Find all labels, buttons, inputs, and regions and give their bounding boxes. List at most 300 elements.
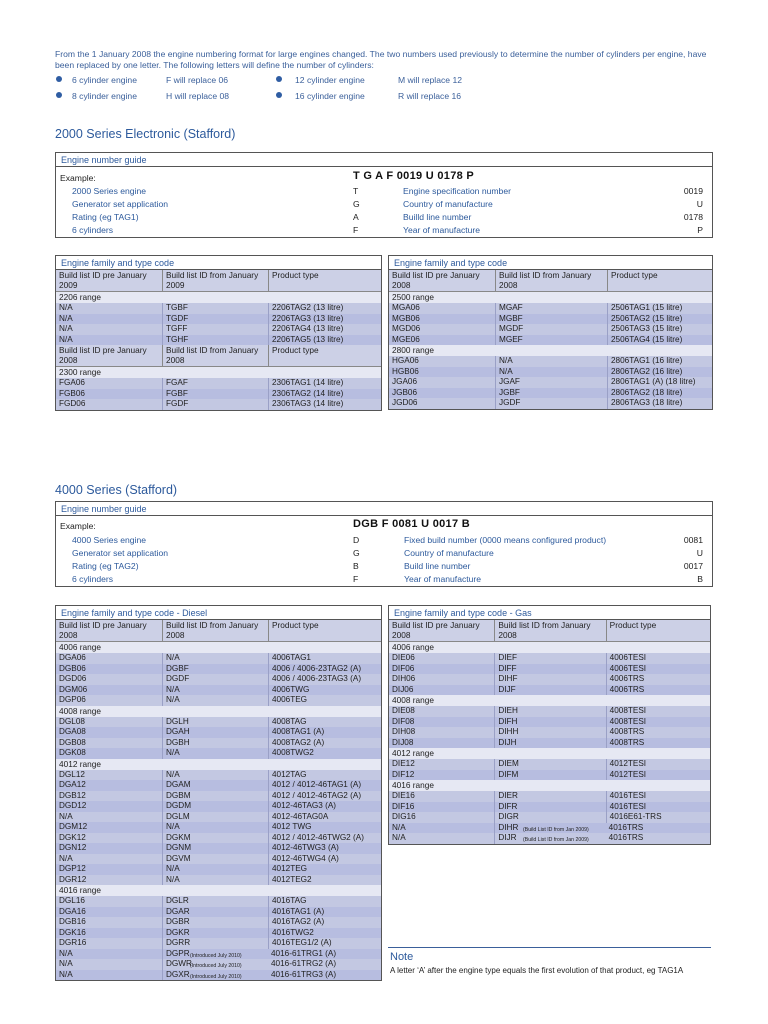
table-cell: DGAH bbox=[162, 727, 268, 738]
table-cell: 2806TAG1 (16 litre) bbox=[607, 356, 712, 367]
table-cell: DIHH bbox=[494, 727, 605, 738]
table-cell: 4012TESI bbox=[606, 759, 710, 770]
table-cell: DGR16 bbox=[59, 938, 87, 948]
table-title: Engine family and type code - Diesel bbox=[56, 606, 381, 620]
table-row bbox=[389, 377, 712, 388]
table-row bbox=[389, 706, 710, 717]
table-row bbox=[389, 759, 710, 770]
table-cell: 4012-46TWG4 (A) bbox=[268, 854, 381, 865]
table-cell: 4012 / 4012-46TAG1 (A) bbox=[268, 780, 381, 791]
range-label: 2206 range bbox=[56, 292, 381, 303]
table-cell: DGLM bbox=[162, 812, 268, 823]
table-row bbox=[389, 653, 710, 664]
table-cell: JGA06 bbox=[392, 377, 418, 387]
column-header: Build list ID from January 2008 bbox=[162, 620, 268, 641]
table-row bbox=[389, 356, 712, 367]
table-row bbox=[389, 674, 710, 685]
table-cell: JGBF bbox=[495, 388, 607, 399]
table-cell: FGDF bbox=[162, 399, 268, 410]
table-header-row bbox=[56, 620, 381, 642]
table-cell: FGA06 bbox=[59, 378, 85, 388]
table-cell: 2506TAG1 (15 litre) bbox=[607, 303, 712, 314]
example-label: Example: bbox=[60, 521, 96, 531]
table-cell: DGAM bbox=[162, 780, 268, 791]
column-header: Product type bbox=[268, 270, 381, 291]
table-cell: 4006TESI bbox=[606, 653, 710, 664]
table-cell: DIE12 bbox=[392, 759, 415, 769]
table-cell: DIFH bbox=[494, 717, 605, 728]
table-cell: N/A bbox=[392, 833, 406, 843]
bullet-engine: 16 cylinder engine bbox=[295, 91, 365, 101]
table-cell: DGAR bbox=[162, 907, 268, 918]
guide-right-label: Country of manufacture bbox=[403, 199, 493, 209]
table-cell: 4012 TWG bbox=[268, 822, 381, 833]
table-row bbox=[389, 727, 710, 738]
table-cell: DGD06 bbox=[59, 674, 87, 684]
table-cell: 4008TWG2 bbox=[268, 748, 381, 759]
table-header-row bbox=[56, 270, 381, 292]
table-cell: MGBF bbox=[495, 314, 607, 325]
table-cell: 4012 / 4012-46TAG2 (A) bbox=[268, 791, 381, 802]
engine-family-table-gas bbox=[388, 605, 711, 845]
table-cell: 4016TRS bbox=[608, 833, 644, 843]
range-label: 4012 range bbox=[389, 748, 710, 759]
table-cell: DGDF bbox=[162, 674, 268, 685]
table-cell: DGM12 bbox=[59, 822, 88, 832]
section-title-4000: 4000 Series (Stafford) bbox=[55, 483, 178, 497]
bullet-icon bbox=[56, 76, 62, 82]
guide-left-code: A bbox=[353, 212, 359, 222]
table-row bbox=[56, 928, 381, 939]
table-cell: HGA06 bbox=[392, 356, 419, 366]
table-cell: DIF16 bbox=[392, 801, 415, 811]
table-row bbox=[389, 802, 710, 813]
table-cell: DGB08 bbox=[59, 737, 86, 747]
table-cell: DIER bbox=[494, 791, 605, 802]
engine-family-table-2000-left bbox=[55, 255, 382, 411]
table-cell: 4012-46TAG3 (A) bbox=[268, 801, 381, 812]
table-row bbox=[389, 770, 710, 781]
table-cell: MGEF bbox=[495, 335, 607, 346]
table-cell: 2806TAG1 (A) (18 litre) bbox=[607, 377, 712, 388]
guide-left-code: T bbox=[353, 186, 359, 196]
table-row bbox=[56, 959, 381, 970]
table-cell: DGA12 bbox=[59, 780, 86, 790]
table-cell: 4012TEG bbox=[268, 864, 381, 875]
table-row bbox=[56, 854, 381, 865]
table-cell: N/A bbox=[162, 875, 268, 886]
table-cell: 4012TAG bbox=[268, 770, 381, 781]
table-cell: 4016TRS bbox=[608, 822, 644, 832]
table-cell: JGAF bbox=[495, 377, 607, 388]
table-row bbox=[56, 864, 381, 875]
table-cell: DIEM bbox=[494, 759, 605, 770]
table-cell: 4008TAG bbox=[268, 717, 381, 728]
note-text: A letter ‘A’ after the engine type equals the first evolution of that product, eg TAG1A bbox=[390, 966, 684, 975]
table-cell: 4016TAG1 (A) bbox=[268, 907, 381, 918]
table-cell: 4008TESI bbox=[606, 706, 710, 717]
table-cell: DIE16 bbox=[392, 791, 415, 801]
table-row bbox=[389, 324, 712, 335]
bullet-rule: R will replace 16 bbox=[398, 91, 462, 101]
table-cell: DIG16 bbox=[392, 812, 416, 822]
table-row bbox=[56, 907, 381, 918]
table-cell: DGA08 bbox=[59, 727, 86, 737]
table-cell: N/A bbox=[162, 822, 268, 833]
table-row bbox=[389, 664, 710, 675]
bullet-icon bbox=[276, 92, 282, 98]
range-label: 4016 range bbox=[56, 885, 381, 896]
note-title: Note bbox=[390, 951, 414, 963]
guide-right-label: Fixed build number (0000 means configured product) bbox=[404, 535, 607, 545]
table-row bbox=[389, 685, 710, 696]
table-cell: DIE08 bbox=[392, 706, 415, 716]
table-title: Engine family and type code bbox=[389, 256, 712, 270]
guide-title: Engine number guide bbox=[56, 153, 712, 167]
bullet-engine: 6 cylinder engine bbox=[72, 75, 137, 85]
table-row bbox=[389, 367, 712, 378]
guide-right-code: U bbox=[696, 199, 703, 209]
table-cell: DGPR bbox=[162, 949, 268, 960]
column-header: Product type bbox=[606, 620, 710, 641]
guide-right-code: 0081 bbox=[683, 535, 703, 545]
column-header: Build list ID pre January 2008 bbox=[59, 620, 147, 640]
guide-right-code: U bbox=[696, 548, 703, 558]
table-row bbox=[56, 378, 381, 389]
column-header: Build list ID pre January 2008 bbox=[392, 620, 480, 640]
section-title-2000: 2000 Series Electronic (Stafford) bbox=[55, 127, 236, 141]
table-cell: 2206TAG3 (13 litre) bbox=[268, 314, 381, 325]
table-cell: 2506TAG3 (15 litre) bbox=[607, 324, 712, 335]
table-cell: N/A bbox=[59, 313, 73, 323]
table-cell: MGE06 bbox=[392, 334, 420, 344]
guide-left-label: Generator set application bbox=[72, 548, 169, 558]
table-cell: 4008TAG2 (A) bbox=[268, 738, 381, 749]
table-cell: DGL16 bbox=[59, 896, 85, 906]
table-cell: DIEH bbox=[494, 706, 605, 717]
table-cell: TGFF bbox=[162, 324, 268, 335]
engine-number-guide-4000 bbox=[55, 501, 713, 587]
table-cell: MGB06 bbox=[392, 313, 420, 323]
table-row bbox=[389, 314, 712, 325]
table-cell: DIF08 bbox=[392, 716, 415, 726]
table-cell: N/A bbox=[495, 356, 607, 367]
example-code: T G A F 0019 U 0178 P bbox=[353, 170, 475, 182]
column-header: Product type bbox=[268, 620, 381, 641]
table-row bbox=[56, 695, 381, 706]
column-header: Build list ID from January 2009 bbox=[162, 270, 268, 291]
table-cell: DIH06 bbox=[392, 674, 416, 684]
table-cell: N/A bbox=[59, 324, 73, 334]
guide-right-label: Year of manufacture bbox=[403, 225, 481, 235]
table-cell: DGP12 bbox=[59, 864, 86, 874]
guide-left-label: Rating (eg TAG1) bbox=[72, 212, 139, 222]
table-header-row bbox=[389, 270, 712, 292]
table-row bbox=[56, 335, 381, 346]
table-cell: DIF12 bbox=[392, 769, 415, 779]
bullet-rule: H will replace 08 bbox=[166, 91, 230, 101]
table-cell: 4006TAG1 bbox=[268, 653, 381, 664]
column-header: Build list ID from January 2008 bbox=[495, 270, 607, 291]
bullet-icon bbox=[56, 92, 62, 98]
table-row bbox=[56, 917, 381, 928]
table-cell: DGLH bbox=[162, 717, 268, 728]
guide-left-label: 2000 Series engine bbox=[72, 186, 147, 196]
table-cell: N/A bbox=[59, 811, 73, 821]
table-row bbox=[56, 399, 381, 410]
table-row bbox=[389, 717, 710, 728]
column-header: Build list ID pre January 2009 bbox=[59, 270, 147, 290]
table-cell: JGD06 bbox=[392, 398, 418, 408]
table-cell: DGNM bbox=[162, 843, 268, 854]
table-cell: DGK08 bbox=[59, 748, 86, 758]
guide-right-code: 0019 bbox=[683, 186, 703, 196]
table-cell: 4006TRS bbox=[606, 674, 710, 685]
table-cell: 2306TAG3 (14 litre) bbox=[268, 399, 381, 410]
table-cell: N/A bbox=[162, 748, 268, 759]
column-header: Product type bbox=[268, 345, 381, 366]
table-row bbox=[56, 389, 381, 400]
bullet-icon bbox=[276, 76, 282, 82]
table-row bbox=[56, 303, 381, 314]
table-cell: TGBF bbox=[162, 303, 268, 314]
table-cell: 4012-46TWG3 (A) bbox=[268, 843, 381, 854]
table-cell: N/A bbox=[162, 653, 268, 664]
intro-text: From the 1 January 2008 the engine numbering format for large engines changed. The two numbers used previously to determine the number of cylinders per engine, have been replaced by one letter. The following letters will define the number of cylinders: bbox=[55, 49, 707, 70]
table-cell: 4008TRS bbox=[606, 727, 710, 738]
table-cell: 2806TAG2 (16 litre) bbox=[607, 367, 712, 378]
bullet-engine: 8 cylinder engine bbox=[72, 91, 137, 101]
table-cell: 4006TWG bbox=[268, 685, 381, 696]
table-cell: 2206TAG2 (13 litre) bbox=[268, 303, 381, 314]
table-row bbox=[56, 685, 381, 696]
table-cell: 4016-61TRG3 (A) bbox=[271, 969, 337, 979]
table-cell: 4006TESI bbox=[606, 664, 710, 675]
table-row bbox=[56, 770, 381, 781]
engine-family-table-diesel bbox=[55, 605, 382, 981]
table-cell: 4012-46TAG0A bbox=[268, 812, 381, 823]
cell-note: (Build List ID from Jan 2009) bbox=[523, 826, 589, 833]
table-cell: DIJ06 bbox=[392, 684, 414, 694]
table-row bbox=[389, 812, 710, 823]
table-row bbox=[56, 674, 381, 685]
table-cell: DGWR bbox=[162, 959, 268, 970]
table-header-row bbox=[56, 345, 381, 367]
table-cell: 4012TESI bbox=[606, 770, 710, 781]
table-cell: 2306TAG1 (14 litre) bbox=[268, 378, 381, 389]
table-cell: 4008TAG1 (A) bbox=[268, 727, 381, 738]
table-row bbox=[56, 843, 381, 854]
table-row bbox=[389, 738, 710, 749]
table-cell: DGL08 bbox=[59, 716, 85, 726]
table-cell: DIHF bbox=[494, 674, 605, 685]
table-cell: 2506TAG4 (15 litre) bbox=[607, 335, 712, 346]
table-cell: DGKR bbox=[162, 928, 268, 939]
bullet-rule: M will replace 12 bbox=[398, 75, 462, 85]
table-cell: FGD06 bbox=[59, 399, 86, 409]
table-cell: DGXR bbox=[162, 970, 268, 981]
table-cell: DIHR bbox=[494, 823, 605, 834]
table-cell: DIFM bbox=[494, 770, 605, 781]
table-row bbox=[56, 653, 381, 664]
guide-right-label: Country of manufacture bbox=[404, 548, 494, 558]
table-cell: 2206TAG5 (13 litre) bbox=[268, 335, 381, 346]
table-row bbox=[56, 812, 381, 823]
guide-left-code: D bbox=[353, 535, 360, 545]
table-row bbox=[389, 398, 712, 409]
table-cell: DIEF bbox=[494, 653, 605, 664]
table-cell: 4006TEG bbox=[268, 695, 381, 706]
table-cell: JGB06 bbox=[392, 387, 418, 397]
table-cell: 4016TWG2 bbox=[268, 928, 381, 939]
range-label: 2800 range bbox=[389, 345, 712, 356]
table-cell: 4006 / 4006-23TAG3 (A) bbox=[268, 674, 381, 685]
column-header: Build list ID pre January 2008 bbox=[59, 345, 147, 365]
guide-right-code: P bbox=[697, 225, 703, 235]
table-cell: DIJF bbox=[494, 685, 605, 696]
table-cell: DGBH bbox=[162, 738, 268, 749]
table-row bbox=[56, 833, 381, 844]
table-row bbox=[389, 335, 712, 346]
table-cell: MGA06 bbox=[392, 303, 420, 313]
table-row bbox=[389, 791, 710, 802]
range-label: 2300 range bbox=[56, 367, 381, 378]
guide-left-label: 4000 Series engine bbox=[72, 535, 147, 545]
table-cell: N/A bbox=[392, 822, 406, 832]
range-label: 4006 range bbox=[389, 642, 710, 653]
table-cell: N/A bbox=[59, 969, 73, 979]
guide-left-code: F bbox=[353, 574, 359, 584]
table-cell: 4016E61-TRS bbox=[606, 812, 710, 823]
table-row bbox=[56, 314, 381, 325]
table-cell: DIFR bbox=[494, 802, 605, 813]
guide-right-label: Year of manufacture bbox=[404, 574, 482, 584]
table-cell: FGB06 bbox=[59, 388, 85, 398]
table-row bbox=[389, 388, 712, 399]
table-cell: DIFF bbox=[494, 664, 605, 675]
cell-note: (Introduced July 2010) bbox=[190, 973, 242, 980]
table-cell: 4016TAG2 (A) bbox=[268, 917, 381, 928]
table-row bbox=[56, 780, 381, 791]
table-cell: DGA16 bbox=[59, 906, 86, 916]
table-cell: N/A bbox=[59, 959, 73, 969]
bullet-rule: F will replace 06 bbox=[166, 75, 229, 85]
table-row bbox=[56, 791, 381, 802]
table-row bbox=[56, 324, 381, 335]
table-cell: DGK16 bbox=[59, 927, 86, 937]
guide-left-code: F bbox=[353, 225, 359, 235]
table-cell: DIGR bbox=[494, 812, 605, 823]
range-label: 4006 range bbox=[56, 642, 381, 653]
table-row bbox=[56, 949, 381, 960]
table-cell: DIH08 bbox=[392, 727, 416, 737]
table-cell: N/A bbox=[59, 853, 73, 863]
table-cell: DGLR bbox=[162, 896, 268, 907]
guide-right-code: 0178 bbox=[683, 212, 703, 222]
table-cell: DGD12 bbox=[59, 801, 87, 811]
table-cell: DIE06 bbox=[392, 653, 415, 663]
table-cell: N/A bbox=[162, 864, 268, 875]
table-row bbox=[56, 938, 381, 949]
table-cell: 4016TESI bbox=[606, 802, 710, 813]
table-row bbox=[389, 833, 710, 844]
table-cell: DIJ08 bbox=[392, 737, 414, 747]
table-row bbox=[389, 823, 710, 834]
table-row bbox=[56, 738, 381, 749]
example-code: DGB F 0081 U 0017 B bbox=[353, 518, 470, 530]
table-cell: 4016-61TRG1 (A) bbox=[271, 948, 337, 958]
guide-left-code: G bbox=[353, 199, 360, 209]
table-cell: DIJH bbox=[494, 738, 605, 749]
table-cell: 4012TEG2 bbox=[268, 875, 381, 886]
table-cell: DGA06 bbox=[59, 653, 86, 663]
table-cell: 4006TRS bbox=[606, 685, 710, 696]
guide-left-label: Rating (eg TAG2) bbox=[72, 561, 139, 571]
table-cell: FGAF bbox=[162, 378, 268, 389]
guide-title: Engine number guide bbox=[56, 502, 712, 516]
table-cell: 4016-61TRG2 (A) bbox=[271, 959, 337, 969]
table-cell: N/A bbox=[162, 685, 268, 696]
guide-right-label: Builld line number bbox=[403, 212, 472, 222]
table-cell: N/A bbox=[59, 334, 73, 344]
range-label: 2500 range bbox=[389, 292, 712, 303]
table-row bbox=[389, 303, 712, 314]
table-cell: DGB12 bbox=[59, 790, 86, 800]
table-row bbox=[56, 970, 381, 981]
table-row bbox=[56, 664, 381, 675]
note-divider bbox=[388, 947, 711, 948]
table-cell: 4008TRS bbox=[606, 738, 710, 749]
table-cell: N/A bbox=[495, 367, 607, 378]
table-cell: 4012 / 4012-46TWG2 (A) bbox=[268, 833, 381, 844]
engine-number-guide-2000 bbox=[55, 152, 713, 238]
guide-right-code: B bbox=[697, 574, 703, 584]
table-cell: 4016TEG1/2 (A) bbox=[268, 938, 381, 949]
table-title: Engine family and type code - Gas bbox=[389, 606, 710, 620]
guide-left-label: 6 cylinders bbox=[72, 225, 114, 235]
bullet-engine: 12 cylinder engine bbox=[295, 75, 365, 85]
guide-right-code: 0017 bbox=[683, 561, 703, 571]
table-cell: DGP06 bbox=[59, 695, 86, 705]
table-row bbox=[56, 822, 381, 833]
table-row bbox=[56, 717, 381, 728]
table-cell: DGK12 bbox=[59, 832, 86, 842]
table-cell: N/A bbox=[162, 695, 268, 706]
example-label: Example: bbox=[60, 173, 96, 183]
table-cell: 2306TAG2 (14 litre) bbox=[268, 389, 381, 400]
table-cell: DGKM bbox=[162, 833, 268, 844]
table-title: Engine family and type code bbox=[56, 256, 381, 270]
table-cell: N/A bbox=[59, 948, 73, 958]
cell-note: (Introduced July 2010) bbox=[190, 952, 242, 959]
table-cell: MGDF bbox=[495, 324, 607, 335]
table-cell: 2506TAG2 (15 litre) bbox=[607, 314, 712, 325]
table-cell: 2206TAG4 (13 litre) bbox=[268, 324, 381, 335]
table-cell: DGL12 bbox=[59, 769, 85, 779]
column-header: Build list ID from January 2008 bbox=[494, 620, 605, 641]
table-cell: 4006 / 4006-23TAG2 (A) bbox=[268, 664, 381, 675]
table-header-row bbox=[389, 620, 710, 642]
table-cell: 4016TAG bbox=[268, 896, 381, 907]
table-cell: HGB06 bbox=[392, 366, 419, 376]
cell-note: (Build List ID from Jan 2009) bbox=[523, 837, 589, 844]
table-cell: N/A bbox=[162, 770, 268, 781]
table-cell: DIF06 bbox=[392, 663, 415, 673]
table-cell: 2806TAG2 (18 litre) bbox=[607, 388, 712, 399]
range-label: 4016 range bbox=[389, 780, 710, 791]
table-cell: DGN12 bbox=[59, 843, 87, 853]
table-cell: DGRR bbox=[162, 938, 268, 949]
